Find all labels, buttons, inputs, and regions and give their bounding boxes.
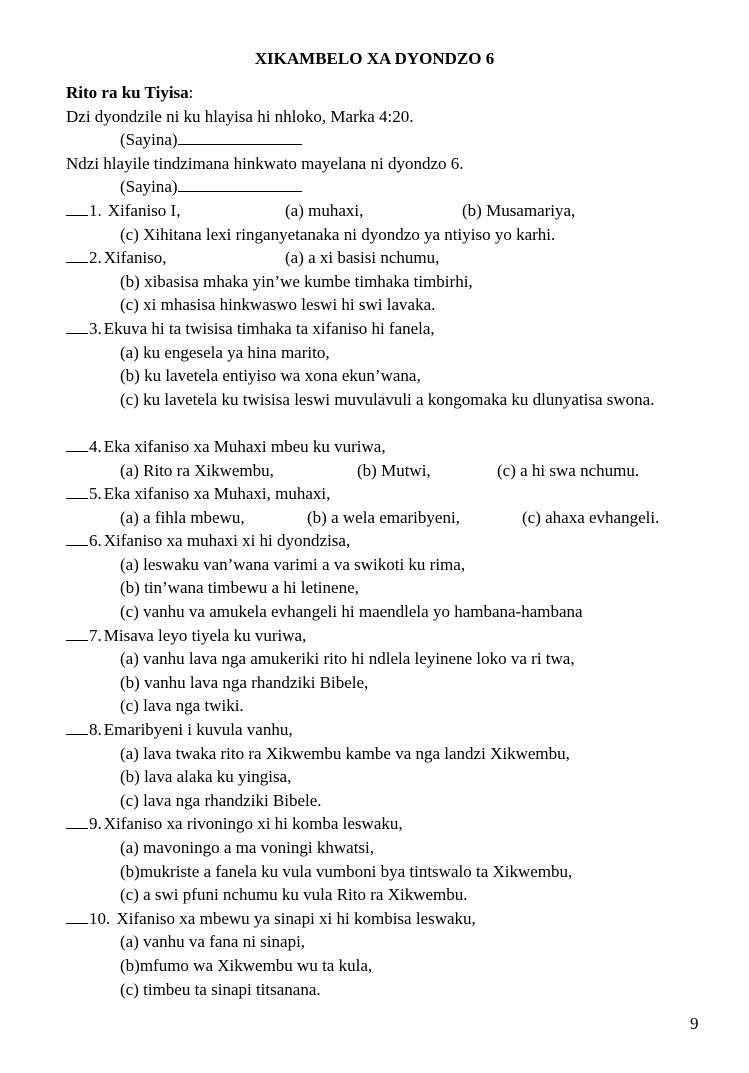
statement-text: Dzi dyondzile ni ku hlayisa hi nhloko, Marka 4:20. (66, 106, 414, 126)
option-b[interactable]: (b) vanhu lava nga rhandziki Bibele, (120, 672, 369, 692)
question-number: 6. (89, 531, 102, 551)
option-c[interactable]: (c) lava nga rhandziki Bibele. (120, 790, 322, 810)
question-number: 2. (89, 248, 102, 268)
option-b[interactable]: (b) Musamariya, (462, 200, 576, 220)
option-b[interactable]: (b) Mutwi, (357, 460, 431, 480)
option-row (66, 954, 706, 978)
question-1 (66, 199, 706, 223)
signature-row (66, 175, 706, 199)
option-row (66, 978, 706, 1002)
option-row (66, 671, 706, 695)
option-row (66, 647, 706, 671)
option-row (66, 223, 706, 247)
memory-verse-heading (66, 81, 706, 105)
option-b[interactable]: (b) ku lavetela entiyiso wa xona ekun’wana, (120, 366, 421, 386)
question-6 (66, 529, 706, 553)
option-a[interactable]: (a) muhaxi, (285, 200, 364, 220)
memory-verse-line (66, 152, 706, 176)
answer-blank[interactable] (66, 529, 88, 546)
page-number: 9 (690, 1014, 699, 1033)
answer-blank[interactable] (66, 624, 88, 641)
question-10 (66, 907, 706, 931)
question-number: 4. (89, 436, 102, 456)
question-3 (66, 317, 706, 341)
question-stem: Xifaniso, (103, 248, 167, 268)
option-c[interactable]: (c) lava nga twiki. (120, 696, 244, 716)
answer-blank[interactable] (66, 812, 88, 829)
option-row (66, 553, 706, 577)
option-row (66, 576, 706, 600)
option-b[interactable]: (b) tin’wana timbewu a hi letinene, (120, 578, 359, 598)
memory-verse-line (66, 105, 706, 129)
answer-blank[interactable] (66, 317, 88, 334)
question-number: 3. (89, 318, 102, 338)
option-a[interactable]: (a) Rito ra Xikwembu, (120, 460, 274, 480)
question-stem: Eka xifaniso xa Muhaxi, muhaxi, (103, 484, 331, 504)
option-a[interactable]: (a) a xi basisi nchumu, (285, 248, 440, 268)
option-a[interactable]: (a) ku engesela ya hina marito, (120, 342, 330, 362)
option-row (66, 459, 706, 483)
option-b[interactable]: (b)mfumo wa Xikwembu wu ta kula, (120, 955, 373, 975)
question-8 (66, 718, 706, 742)
option-row (66, 860, 706, 884)
question-number: 8. (89, 720, 102, 740)
question-2 (66, 246, 706, 270)
statement-text: Ndzi hlayile tindzimana hinkwato mayelana ni dyondzo 6. (66, 153, 464, 173)
question-number: 9. (89, 814, 102, 834)
question-5 (66, 482, 706, 506)
option-row (66, 364, 706, 388)
option-a[interactable]: (a) vanhu va fana ni sinapi, (120, 932, 306, 952)
option-row (66, 600, 706, 624)
option-row (66, 694, 706, 718)
question-4 (66, 435, 706, 459)
option-a[interactable]: (a) leswaku van’wana varimi a va swikoti ku rima, (120, 554, 466, 574)
answer-blank[interactable] (66, 718, 88, 735)
question-stem: Xifaniso xa muhaxi xi hi dyondzisa, (103, 531, 351, 551)
option-b[interactable]: (b) xibasisa mhaka yin’we kumbe timhaka timbirhi, (120, 271, 473, 291)
option-a[interactable]: (a) lava twaka rito ra Xikwembu kambe va nga landzi Xikwembu, (120, 743, 570, 763)
signature-row (66, 128, 706, 152)
signature-input[interactable] (178, 175, 302, 192)
option-b[interactable]: (b) lava alaka ku yingisa, (120, 767, 292, 787)
question-number: 5. (89, 484, 102, 504)
question-stem: Eka xifaniso xa Muhaxi mbeu ku vuriwa, (103, 436, 386, 456)
question-stem: Ekuva hi ta twisisa timhaka ta xifaniso hi fanela, (103, 318, 435, 338)
option-c[interactable]: (c) Xihitana lexi ringanyetanaka ni dyondzo ya ntiyiso yo karhi. (120, 224, 556, 244)
option-row (66, 388, 680, 435)
question-7 (66, 624, 706, 648)
signature-label: (Sayina) (120, 130, 178, 150)
option-c[interactable]: (c) timbeu ta sinapi titsanana. (120, 979, 321, 999)
option-a[interactable]: (a) vanhu lava nga amukeriki rito hi ndlela leyinene loko va ri twa, (120, 649, 575, 669)
page-title: XIKAMBELO XA DYONDZO 6 (254, 49, 495, 68)
option-row (66, 742, 706, 766)
answer-blank[interactable] (66, 482, 88, 499)
option-row (66, 930, 706, 954)
memory-verse-colon: : (188, 83, 194, 102)
option-c[interactable]: (c) a swi pfuni nchumu ku vula Rito ra Xikwembu. (120, 885, 468, 905)
option-c[interactable]: (c) vanhu va amukela evhangeli hi maendlela yo hambana-hambana (120, 602, 583, 622)
option-b[interactable]: (b)mukriste a fanela ku vula vumboni bya tintswalo ta Xikwembu, (120, 861, 573, 881)
memory-verse-label: Rito ra ku Tiyisa (66, 83, 189, 102)
option-row (66, 789, 706, 813)
option-row (66, 270, 706, 294)
option-row (66, 765, 706, 789)
option-a[interactable]: (a) a fihla mbewu, (120, 507, 245, 527)
question-9 (66, 812, 706, 836)
option-b[interactable]: (b) a wela emaribyeni, (307, 507, 460, 527)
option-a[interactable]: (a) mavoningo a ma voningi khwatsi, (120, 838, 375, 857)
question-number: 10. (89, 908, 111, 928)
option-row (66, 883, 706, 907)
worksheet-body (66, 81, 706, 1001)
option-row (66, 341, 706, 365)
option-c[interactable]: (c) a hi swa nchumu. (497, 460, 640, 480)
answer-blank[interactable] (66, 907, 88, 924)
question-number: 1. (89, 200, 102, 220)
question-stem: Xifaniso I, (107, 200, 181, 220)
question-stem: Xifaniso xa mbewu ya sinapi xi hi kombisa leswaku, (112, 908, 476, 928)
answer-blank[interactable] (66, 435, 88, 452)
option-row (66, 836, 706, 860)
question-number: 7. (89, 625, 102, 645)
option-c[interactable]: (c) ku lavetela ku twisisa leswi muvulavuli a kongomaka ku dlunyatisa swona. (120, 389, 655, 409)
option-c[interactable]: (c) xi mhasisa hinkwaswo leswi hi swi lavaka. (120, 295, 436, 315)
answer-blank[interactable] (66, 246, 88, 263)
question-stem: Emaribyeni i kuvula vanhu, (103, 720, 293, 740)
option-row (66, 293, 706, 317)
answer-blank[interactable] (66, 199, 88, 216)
question-stem: Xifaniso xa rivoningo xi hi komba leswaku, (103, 814, 403, 834)
signature-input[interactable] (178, 128, 302, 145)
option-row (66, 506, 706, 530)
question-stem: Misava leyo tiyela ku vuriwa, (103, 625, 307, 645)
signature-label: (Sayina) (120, 177, 178, 197)
option-c[interactable]: (c) ahaxa evhangeli. (522, 507, 660, 527)
